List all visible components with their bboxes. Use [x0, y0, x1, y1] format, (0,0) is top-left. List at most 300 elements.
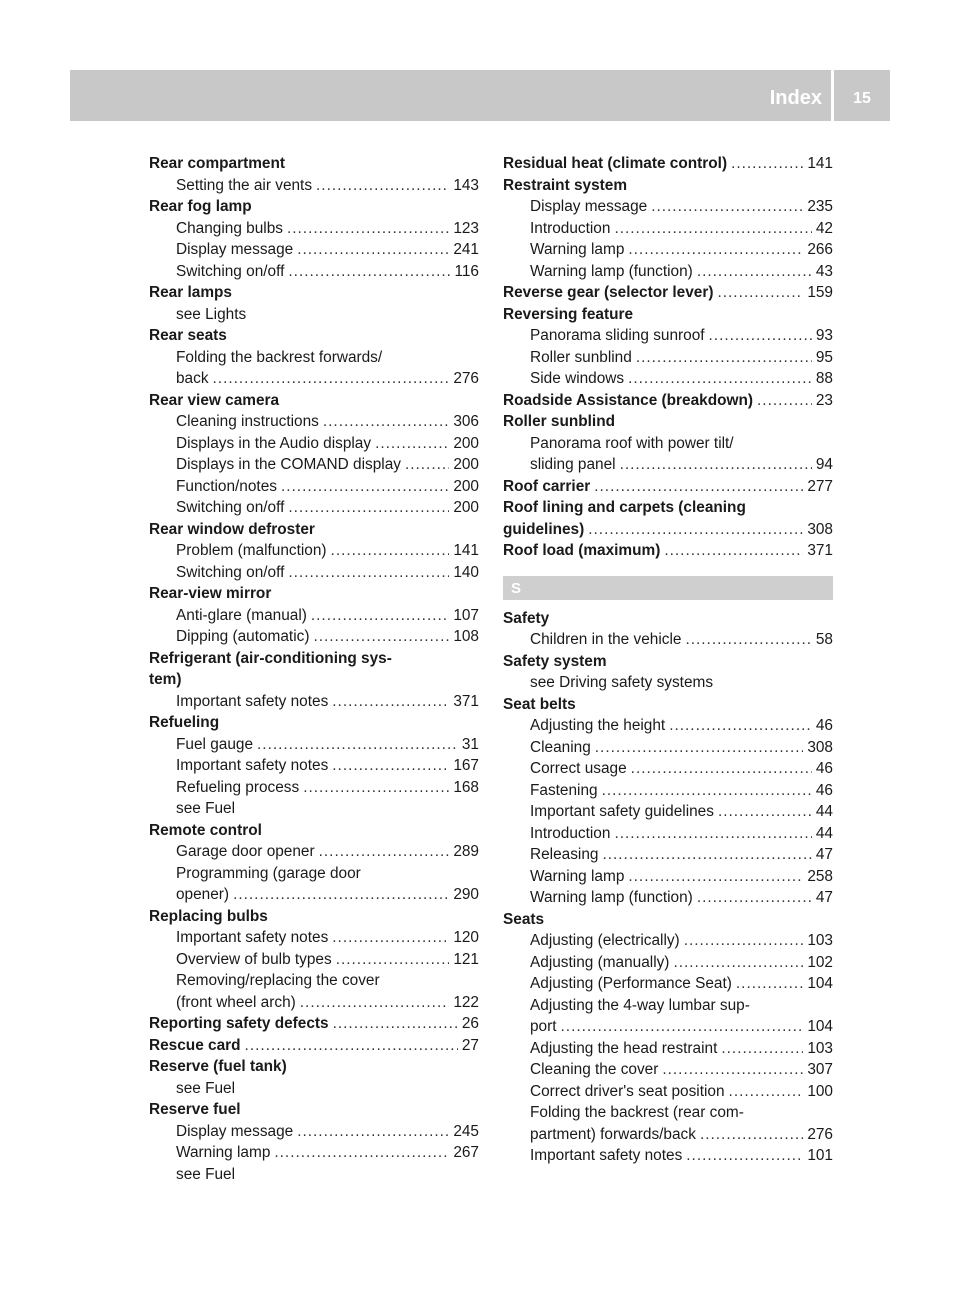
- index-subentry: [149, 734, 479, 756]
- entry-text: Reversing feature: [503, 305, 634, 323]
- dot-leader: [588, 519, 803, 541]
- entry-text: Restraint system: [503, 176, 628, 194]
- dot-leader: [405, 454, 449, 476]
- index-subentry: [149, 626, 479, 648]
- entry-text: Cleaning the cover: [530, 1061, 659, 1078]
- dot-leader: [620, 454, 812, 476]
- dot-leader: [700, 1124, 803, 1146]
- index-subentry: [503, 758, 833, 780]
- page-ref: 101: [807, 1147, 833, 1164]
- entry-text: Garage door opener: [176, 843, 315, 860]
- page-ref: 200: [453, 434, 479, 452]
- page-ref: 141: [453, 542, 479, 559]
- index-subentry: [149, 927, 479, 949]
- index-subentry: [149, 476, 479, 498]
- entry-text: Roof lining and carpets (cleaning: [503, 499, 746, 516]
- entry-text: Roadside Assistance (breakdown): [503, 391, 754, 409]
- entry-text: Correct driver's seat position: [530, 1082, 725, 1100]
- dot-leader: [697, 261, 812, 283]
- dot-leader: [297, 239, 449, 261]
- page-ref: 276: [807, 1125, 833, 1143]
- entry-text: Panorama sliding sunroof: [530, 327, 705, 344]
- index-subentry: [503, 454, 833, 476]
- page-ref: 141: [807, 155, 833, 172]
- index-subentry: [503, 629, 833, 651]
- entry-text: Residual heat (climate control): [503, 155, 728, 172]
- index-subentry: [503, 1081, 833, 1103]
- index-subentry: [149, 218, 479, 240]
- page-ref: 258: [807, 867, 833, 885]
- entry-text: Introduction: [530, 219, 611, 237]
- entry-text: Problem (malfunction): [176, 542, 327, 559]
- dot-leader: [718, 801, 812, 823]
- page-ref: 122: [453, 993, 479, 1011]
- page-ref: 27: [461, 1036, 479, 1054]
- entry-text: Reserve fuel: [149, 1101, 241, 1118]
- entry-text: Roller sunblind: [530, 348, 632, 366]
- entry-text: Switching on/off: [176, 262, 285, 280]
- index-heading: [149, 282, 479, 304]
- index-subentry: [149, 562, 479, 584]
- index-heading: [503, 608, 833, 630]
- entry-text: see Fuel: [176, 1165, 236, 1183]
- index-subentry: [149, 992, 479, 1014]
- dot-leader: [709, 325, 812, 347]
- index-subentry: [149, 970, 479, 992]
- entry-text: Roller sunblind: [503, 413, 616, 430]
- index-subentry: [503, 887, 833, 909]
- dot-leader: [287, 218, 449, 240]
- entry-text: Adjusting the head restraint: [530, 1039, 718, 1057]
- entry-text: Refueling process: [176, 778, 300, 796]
- entry-text: Rear window defroster: [149, 520, 315, 538]
- index-subentry: [503, 973, 833, 995]
- index-heading: [503, 694, 833, 716]
- page-ref: 245: [453, 1122, 479, 1140]
- index-subentry: [503, 1016, 833, 1038]
- index-subentry: [149, 261, 479, 283]
- entry-text: Display message: [176, 241, 294, 258]
- page-ref: 200: [453, 477, 479, 495]
- dot-leader: [332, 755, 449, 777]
- dot-leader: [303, 777, 449, 799]
- page-ref: 31: [461, 735, 479, 753]
- entry-text: sliding panel: [530, 456, 616, 473]
- index-heading: [149, 390, 479, 412]
- entry-text: Function/notes: [176, 477, 277, 495]
- index-heading: [149, 1056, 479, 1078]
- entry-text: Removing/replacing the cover: [176, 972, 380, 989]
- index-subentry: [503, 1145, 833, 1167]
- index-subentry: [503, 801, 833, 823]
- page-ref: 58: [815, 631, 833, 648]
- page-ref: 289: [453, 843, 479, 860]
- entry-text: Rear-view mirror: [149, 585, 272, 602]
- dot-leader: [736, 973, 803, 995]
- index-heading: [503, 282, 833, 304]
- dot-leader: [685, 629, 811, 651]
- entry-text: Reserve (fuel tank): [149, 1058, 287, 1075]
- entry-text: Adjusting (Performance Seat): [530, 975, 732, 992]
- dot-leader: [323, 411, 449, 433]
- page-ref: 276: [453, 370, 479, 387]
- section-letter-bar: S: [503, 576, 833, 600]
- index-heading: [503, 540, 833, 562]
- page-ref: 116: [454, 262, 479, 280]
- page-ref: 88: [815, 370, 833, 387]
- dot-leader: [636, 347, 812, 369]
- page-ref: 44: [815, 824, 833, 842]
- index-heading: [503, 304, 833, 326]
- index-heading: [149, 906, 479, 928]
- dot-leader: [614, 218, 811, 240]
- page-ref: 95: [815, 348, 833, 366]
- dot-leader: [333, 1013, 458, 1035]
- entry-text: Switching on/off: [176, 499, 285, 516]
- index-subentry: [149, 884, 479, 906]
- entry-text: Switching on/off: [176, 563, 285, 581]
- index-heading: [149, 583, 479, 605]
- dot-leader: [669, 715, 812, 737]
- entry-text: Safety system: [503, 652, 607, 670]
- index-subentry: [503, 1124, 833, 1146]
- dot-leader: [664, 540, 803, 562]
- dot-leader: [717, 282, 803, 304]
- page-ref: 47: [815, 846, 833, 863]
- dot-leader: [336, 949, 450, 971]
- entry-text: Rear view camera: [149, 391, 280, 409]
- index-subentry: [503, 866, 833, 888]
- index-heading: [503, 153, 833, 175]
- entry-text: see Fuel: [176, 800, 236, 817]
- index-subentry: [503, 780, 833, 802]
- dot-leader: [721, 1038, 803, 1060]
- entry-text: Adjusting the height: [530, 717, 666, 734]
- index-subentry: [503, 261, 833, 283]
- dot-leader: [300, 992, 450, 1014]
- index-heading: [503, 175, 833, 197]
- entry-text: Roof load (maximum): [503, 542, 661, 559]
- entry-text: Cleaning instructions: [176, 413, 319, 430]
- entry-text: Roof carrier: [503, 477, 591, 495]
- entry-text: Adjusting (manually): [530, 953, 670, 971]
- entry-text: Correct usage: [530, 760, 627, 777]
- page-ref: 103: [807, 1039, 833, 1057]
- index-column-right: [503, 153, 833, 1167]
- dot-leader: [628, 368, 812, 390]
- entry-text: Rescue card: [149, 1036, 241, 1054]
- dot-leader: [595, 737, 804, 759]
- index-subentry: [149, 304, 479, 326]
- index-heading: [149, 1099, 479, 1121]
- dot-leader: [257, 734, 458, 756]
- entry-text: Adjusting the 4-way lumbar sup-: [530, 996, 750, 1014]
- entry-text: Introduction: [530, 824, 611, 842]
- dot-leader: [614, 823, 811, 845]
- index-heading: [503, 651, 833, 673]
- dot-leader: [651, 196, 803, 218]
- index-subentry: [503, 196, 833, 218]
- entry-text: Dipping (automatic): [176, 628, 310, 645]
- entry-text: Important safety notes: [530, 1147, 683, 1164]
- page-ref: 103: [807, 932, 833, 949]
- entry-text: Rear seats: [149, 327, 227, 344]
- entry-text: Warning lamp (function): [530, 262, 693, 280]
- page-ref: 235: [807, 198, 833, 215]
- page-ref: 108: [453, 628, 479, 645]
- entry-text: (front wheel arch): [176, 993, 296, 1011]
- dot-leader: [673, 952, 803, 974]
- index-heading: [149, 153, 479, 175]
- entry-text: Safety: [503, 609, 550, 627]
- page-ref: 43: [815, 262, 833, 280]
- entry-text: Display message: [530, 198, 648, 215]
- dot-leader: [233, 884, 449, 906]
- dot-leader: [757, 390, 812, 412]
- page-ref: 100: [807, 1082, 833, 1100]
- entry-text: Side windows: [530, 370, 625, 387]
- page-ref: 23: [815, 391, 833, 409]
- entry-text: guidelines): [503, 520, 585, 538]
- page-ref: 277: [807, 477, 833, 495]
- entry-text: Displays in the Audio display: [176, 434, 372, 452]
- entry-text: tem): [149, 671, 182, 688]
- index-subentry: [149, 949, 479, 971]
- entry-text: see Lights: [176, 305, 247, 323]
- index-subentry: [503, 1059, 833, 1081]
- index-heading: [149, 1035, 479, 1057]
- dot-leader: [561, 1016, 804, 1038]
- index-subentry: [503, 1102, 833, 1124]
- index-heading: [503, 411, 833, 433]
- page-ref: 371: [807, 542, 833, 559]
- entry-text: Seat belts: [503, 695, 576, 713]
- index-subentry: [149, 239, 479, 261]
- index-heading: [503, 497, 833, 519]
- index-heading: [503, 909, 833, 931]
- dot-leader: [631, 758, 812, 780]
- dot-leader: [331, 540, 450, 562]
- entry-text: Fastening: [530, 781, 598, 799]
- entry-text: Important safety guidelines: [530, 803, 714, 820]
- page-ref: 123: [453, 219, 479, 237]
- dot-leader: [288, 261, 450, 283]
- page-ref: 42: [815, 219, 833, 237]
- page-ref: 44: [815, 803, 833, 820]
- index-subentry: [149, 454, 479, 476]
- dot-leader: [594, 476, 803, 498]
- index-subentry: [149, 497, 479, 519]
- index-subentry: [149, 1121, 479, 1143]
- index-heading: [149, 325, 479, 347]
- index-subentry: [149, 347, 479, 369]
- dot-leader: [274, 1142, 449, 1164]
- index-subentry: [503, 325, 833, 347]
- dot-leader: [288, 562, 449, 584]
- page-ref: 371: [453, 692, 479, 710]
- entry-text: Display message: [176, 1122, 294, 1140]
- page-ref: 308: [807, 520, 833, 538]
- dot-leader: [602, 844, 811, 866]
- index-subentry: [503, 952, 833, 974]
- entry-text: Programming (garage door: [176, 864, 361, 882]
- dot-leader: [375, 433, 449, 455]
- index-subentry: [503, 715, 833, 737]
- entry-text: see Driving safety systems: [530, 674, 714, 691]
- entry-text: Adjusting (electrically): [530, 932, 680, 949]
- index-subentry: [503, 930, 833, 952]
- entry-text: Warning lamp: [176, 1144, 271, 1161]
- index-subentry: [149, 411, 479, 433]
- dot-leader: [213, 368, 450, 390]
- entry-text: Overview of bulb types: [176, 950, 332, 968]
- dot-leader: [313, 626, 449, 648]
- index-heading: [503, 390, 833, 412]
- dot-leader: [311, 605, 449, 627]
- index-heading: [149, 1013, 479, 1035]
- index-group-s: [503, 608, 833, 1167]
- index-heading: [149, 669, 479, 691]
- page-ref: 121: [453, 950, 479, 968]
- entry-text: back: [176, 370, 209, 387]
- page-ref: 46: [815, 760, 833, 777]
- page-ref: 102: [807, 953, 833, 971]
- entry-text: Children in the vehicle: [530, 631, 682, 648]
- entry-text: Rear compartment: [149, 155, 285, 172]
- index-subentry: [149, 368, 479, 390]
- page-ref: 120: [453, 929, 479, 946]
- dot-leader: [281, 476, 449, 498]
- entry-text: partment) forwards/back: [530, 1125, 696, 1143]
- entry-text: Rear lamps: [149, 284, 232, 301]
- dot-leader: [602, 780, 812, 802]
- entry-text: Panorama roof with power tilt/: [530, 434, 734, 452]
- entry-text: Fuel gauge: [176, 735, 254, 753]
- index-subentry: [149, 691, 479, 713]
- page-ref: 200: [453, 456, 479, 473]
- entry-text: opener): [176, 886, 230, 903]
- entry-text: Releasing: [530, 846, 599, 863]
- index-subentry: [503, 844, 833, 866]
- entry-text: Rear fog lamp: [149, 198, 252, 215]
- index-subentry: [503, 368, 833, 390]
- index-heading: [149, 196, 479, 218]
- page-ref: 94: [815, 456, 833, 473]
- page-ref: 241: [453, 241, 479, 258]
- entry-text: Changing bulbs: [176, 219, 283, 237]
- page-ref: 159: [807, 284, 833, 301]
- index-subentry: [503, 1038, 833, 1060]
- page-ref: 140: [453, 563, 479, 581]
- page-ref: 168: [453, 778, 479, 796]
- entry-text: Replacing bulbs: [149, 907, 268, 925]
- index-subentry: [149, 863, 479, 885]
- page-ref: 306: [453, 413, 479, 430]
- index-subentry: [149, 755, 479, 777]
- dot-leader: [697, 887, 812, 909]
- index-subentry: [503, 347, 833, 369]
- index-heading: [149, 820, 479, 842]
- entry-text: see Fuel: [176, 1079, 236, 1097]
- dot-leader: [332, 927, 449, 949]
- index-heading: [149, 648, 479, 670]
- index-subentry: [503, 737, 833, 759]
- page-ref: 93: [815, 327, 833, 344]
- index-group-r: [503, 153, 833, 562]
- page-ref: 107: [453, 606, 479, 624]
- index-subentry: [149, 175, 479, 197]
- index-subentry: [149, 605, 479, 627]
- entry-text: Warning lamp (function): [530, 889, 693, 906]
- page-ref: 308: [807, 738, 833, 756]
- index-column-left: [149, 153, 479, 1185]
- dot-leader: [288, 497, 449, 519]
- entry-text: Anti-glare (manual): [176, 606, 307, 624]
- index-subentry: [503, 672, 833, 694]
- page-ref: 200: [453, 499, 479, 516]
- entry-text: Cleaning: [530, 738, 591, 756]
- dot-leader: [628, 239, 803, 261]
- entry-text: Displays in the COMAND display: [176, 456, 401, 473]
- page-number: 15: [853, 90, 871, 107]
- entry-text: Remote control: [149, 821, 262, 839]
- index-subentry: [149, 1078, 479, 1100]
- index-subentry: [503, 239, 833, 261]
- entry-text: Warning lamp: [530, 241, 625, 258]
- dot-leader: [245, 1035, 458, 1057]
- index-heading: [503, 476, 833, 498]
- page-ref: 267: [453, 1144, 479, 1161]
- index-subentry: [503, 218, 833, 240]
- dot-leader: [686, 1145, 803, 1167]
- page-ref: 26: [461, 1015, 479, 1032]
- dot-leader: [662, 1059, 803, 1081]
- dot-leader: [297, 1121, 449, 1143]
- page-ref: 143: [453, 176, 479, 194]
- entry-text: port: [530, 1018, 557, 1035]
- section-title: Index: [769, 87, 822, 109]
- dot-leader: [729, 1081, 804, 1103]
- index-heading: [149, 519, 479, 541]
- entry-text: Important safety notes: [176, 757, 329, 774]
- index-subentry: [503, 823, 833, 845]
- dot-leader: [684, 930, 804, 952]
- page-ref: 104: [807, 1018, 833, 1035]
- index-subentry: [503, 995, 833, 1017]
- dot-leader: [319, 841, 450, 863]
- index-subentry: [149, 433, 479, 455]
- entry-text: Warning lamp: [530, 867, 625, 885]
- page-ref: 290: [453, 886, 479, 903]
- entry-text: Seats: [503, 910, 545, 928]
- dot-leader: [628, 866, 803, 888]
- index-heading: [149, 712, 479, 734]
- page-ref: 167: [453, 757, 479, 774]
- index-subentry: [149, 1164, 479, 1186]
- entry-text: Reverse gear (selector lever): [503, 284, 714, 301]
- index-subentry: [149, 1142, 479, 1164]
- entry-text: Important safety notes: [176, 692, 329, 710]
- index-heading: [503, 519, 833, 541]
- index-subentry: [503, 433, 833, 455]
- entry-text: Setting the air vents: [176, 176, 313, 194]
- entry-text: Folding the backrest forwards/: [176, 348, 383, 366]
- page-ref: 47: [815, 889, 833, 906]
- page-ref: 266: [807, 241, 833, 258]
- page-ref: 104: [807, 975, 833, 992]
- dot-leader: [316, 175, 449, 197]
- page-ref: 46: [815, 717, 833, 734]
